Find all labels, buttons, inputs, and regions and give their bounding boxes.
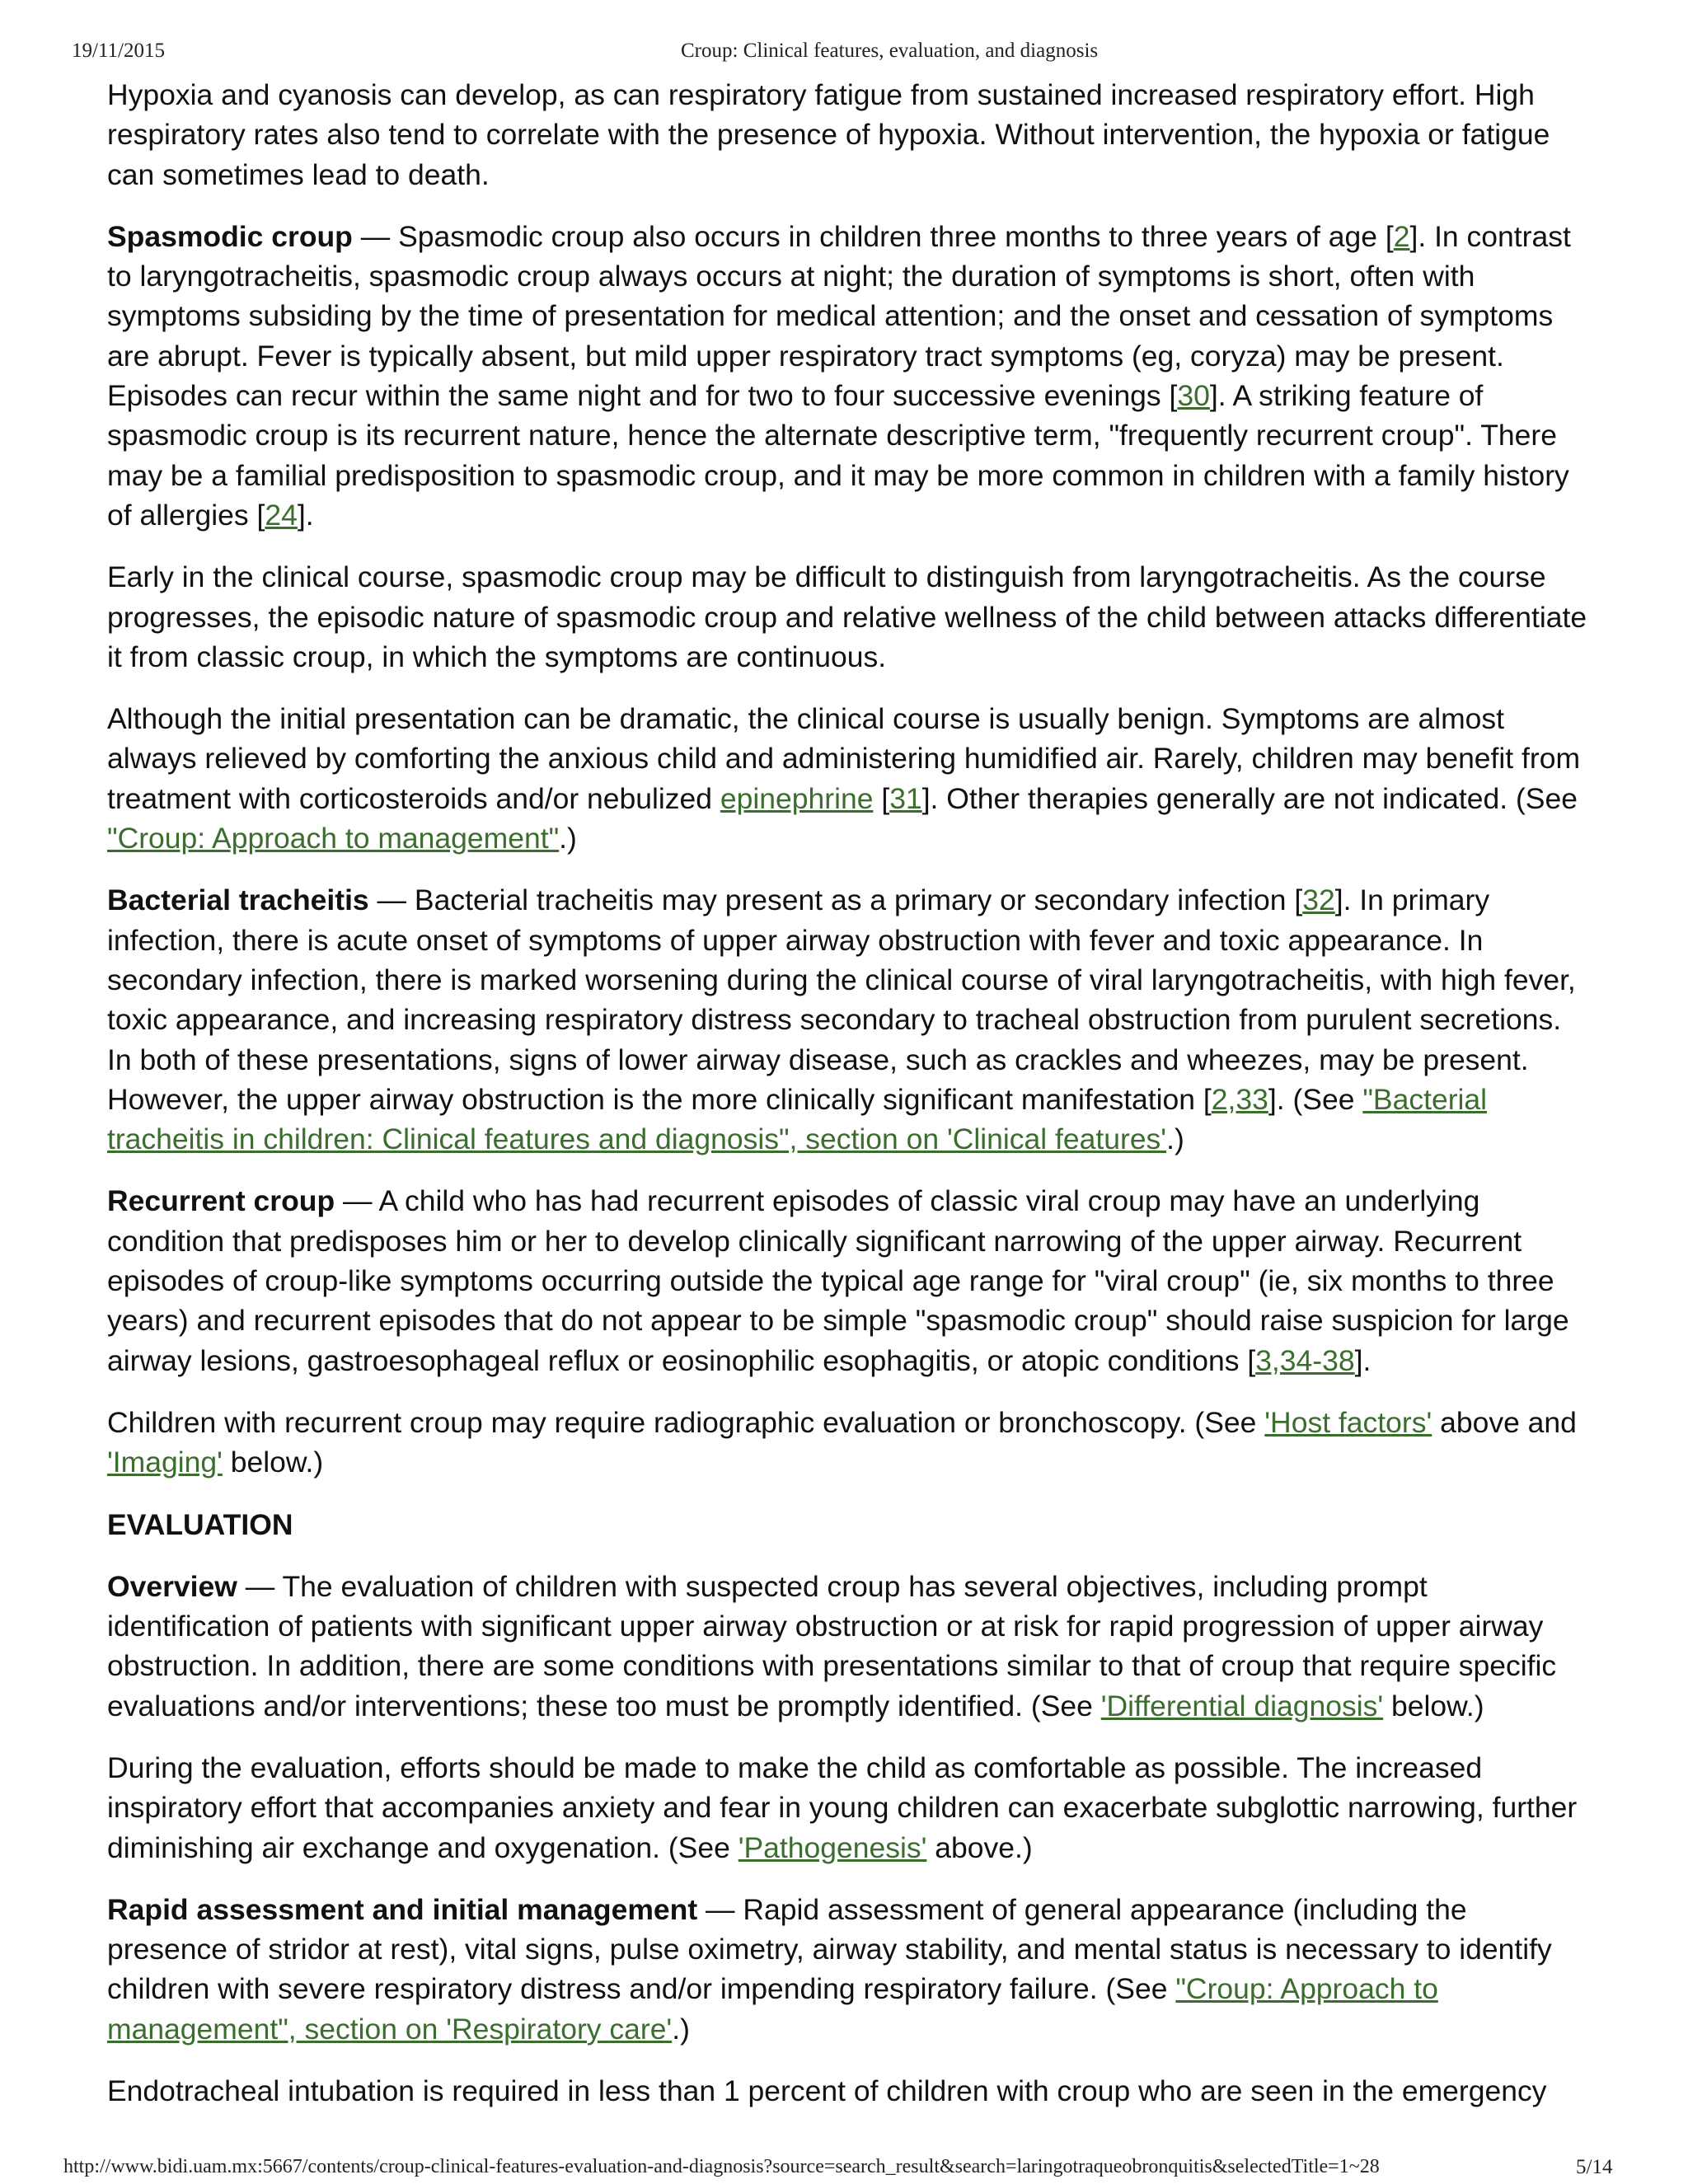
reference-link[interactable]: 31 (889, 781, 922, 815)
reference-link[interactable]: 2 (1393, 219, 1410, 253)
paragraph-clinical-course: Although the initial presentation can be dramatic, the clinical course is usually benign. Symptoms are almost always relieved by comforting the anxious child and administering humidified air. Rarely, children may benefit from treatment with corticosteroids and/or nebulized epinephrine [31]. Other therapies generally are not indicated. (See "Croup: Approach to management".) (107, 702, 1581, 855)
paragraph-bacterial-tracheitis: Bacterial tracheitis — Bacterial tracheitis may present as a primary or secondary infection [32]. In primary infection, there is acute onset of symptoms of upper airway obstruction with fever and toxic appearance. In secondary infection, there is marked worsening during the clinical course of viral laryngotracheitis, with high fever, toxic appearance, and increasing respiratory distress secondary to tracheal obstruction from purulent secretions. In both of these presentations, signs of lower airway disease, such as crackles and wheezes, may be present. However, the upper airway obstruction is the more clinically significant manifestation [2,33]. (See "Bacterial tracheitis in children: Clinical features and diagnosis", section on 'Clinical features'.) (107, 883, 1576, 1156)
print-date: 19/11/2015 (72, 40, 165, 62)
reference-link[interactable]: 30 (1177, 379, 1210, 413)
differential-diagnosis-link[interactable]: 'Differential diagnosis' (1100, 1689, 1384, 1722)
paragraph-rapid-assessment: Rapid assessment and initial management — Rapid assessment of general appearance (including the presence of stridor at rest), vital signs, pulse oximetry, airway stability, and mental status is necessary to identify children with severe respiratory distress and/or impending respiratory failure. (See "Croup: Approach to management", section on 'Respiratory care'.) (107, 1892, 1552, 2046)
subheading-rapid-assessment: Rapid assessment and initial management (107, 1892, 698, 1926)
reference-link[interactable]: 3,34-38 (1255, 1343, 1355, 1377)
subheading-recurrent-croup: Recurrent croup (107, 1184, 335, 1218)
section-heading-evaluation: EVALUATION (107, 1507, 293, 1541)
host-factors-link[interactable]: 'Host factors' (1264, 1405, 1432, 1439)
bacterial-tracheitis-link[interactable]: "Bacterial tracheitis in children: Clinical features and diagnosis", section on 'Clinical features' (107, 1082, 1488, 1156)
subheading-overview: Overview (107, 1569, 237, 1603)
print-url: http://www.bidi.uam.mx:5667/contents/croup-clinical-features-evaluation-and-diagnosis?source=search_result&search=laringotraqueobronquitis&selectedTitle=1~28 (63, 2156, 1380, 2177)
pathogenesis-link[interactable]: 'Pathogenesis' (738, 1830, 927, 1864)
paragraph-intubation: Endotracheal intubation is required in less than 1 percent of children with croup who are seen in the emergency (107, 2074, 1547, 2108)
paragraph-overview: Overview — The evaluation of children with suspected croup has several objectives, including prompt identification of patients with significant upper airway obstruction or at risk for rapid progression of upper airway obstruction. In addition, there are some conditions with presentations similar to that of croup that require specific evaluations and/or interventions; these too must be promptly identified. (See 'Differential diagnosis' below.) (107, 1569, 1557, 1722)
reference-link[interactable]: 32 (1302, 883, 1335, 917)
subheading-bacterial-tracheitis: Bacterial tracheitis (107, 883, 369, 917)
paragraph-spasmodic-croup: Spasmodic croup — Spasmodic croup also occurs in children three months to three years of age [2]. In contrast to laryngotracheitis, spasmodic croup always occurs at night; the duration of symptoms is short, often with symptoms subsiding by the time of presentation for medical attention; and the onset and cessation of symptoms are abrupt. Fever is typically absent, but mild upper respiratory tract symptoms (eg, coryza) may be present. Episodes can recur within the same night and for two to four successive evenings [30]. A striking feature of spasmodic croup is its recurrent nature, hence the alternate descriptive term, "frequently recurrent croup". There may be a familial predisposition to spasmodic croup, and it may be more common in children with a family history of allergies [24]. (107, 219, 1571, 532)
subheading-spasmodic-croup: Spasmodic croup (107, 219, 353, 253)
paragraph-comfort: During the evaluation, efforts should be made to make the child as comfortable as possible. The increased inspiratory effort that accompanies anxiety and fear in young children can exacerbate subglottic narrowing, further diminishing air exchange and oxygenation. (See 'Pathogenesis' above.) (107, 1750, 1578, 1864)
paragraph-recurrent-evaluation: Children with recurrent croup may require radiographic evaluation or bronchoscopy. (See 'Host factors' above and 'Imaging' below.) (107, 1405, 1577, 1479)
respiratory-care-link[interactable]: "Croup: Approach to management", section on 'Respiratory care' (107, 1972, 1438, 2046)
reference-link[interactable]: 2,33 (1211, 1082, 1268, 1116)
paragraph-recurrent-croup: Recurrent croup — A child who has had recurrent episodes of classic viral croup may have an underlying condition that predisposes him or her to develop clinically significant narrowing of the upper airway. Recurrent episodes of croup-like symptoms occurring outside the typical age range for "viral croup" (ie, six months to three years) and recurrent episodes that do not appear to be simple "spasmodic croup" should raise suspicion for large airway lesions, gastroesophageal reflux or eosinophilic esophagitis, or atopic conditions [3,34-38]. (107, 1184, 1569, 1377)
page-number: 5/14 (1576, 2156, 1613, 2178)
epinephrine-link[interactable]: epinephrine (720, 781, 874, 815)
reference-link[interactable]: 24 (265, 498, 298, 532)
paragraph-early-course: Early in the clinical course, spasmodic croup may be difficult to distinguish from laryngotracheitis. As the course progresses, the episodic nature of spasmodic croup and relative wellness of the child between attacks differentiate it from classic croup, in which the symptoms are continuous. (107, 560, 1587, 673)
imaging-link[interactable]: 'Imaging' (107, 1446, 223, 1479)
croup-management-link[interactable]: "Croup: Approach to management" (107, 822, 560, 855)
article-body (107, 75, 1591, 2133)
paragraph-hypoxia: Hypoxia and cyanosis can develop, as can respiratory fatigue from sustained increased respiratory effort. High respiratory rates also tend to correlate with the presence of hypoxia. Without intervention, the hypoxia or fatigue can sometimes lead to death. (107, 78, 1550, 191)
print-page-title: Croup: Clinical features, evaluation, and diagnosis (681, 40, 1099, 62)
